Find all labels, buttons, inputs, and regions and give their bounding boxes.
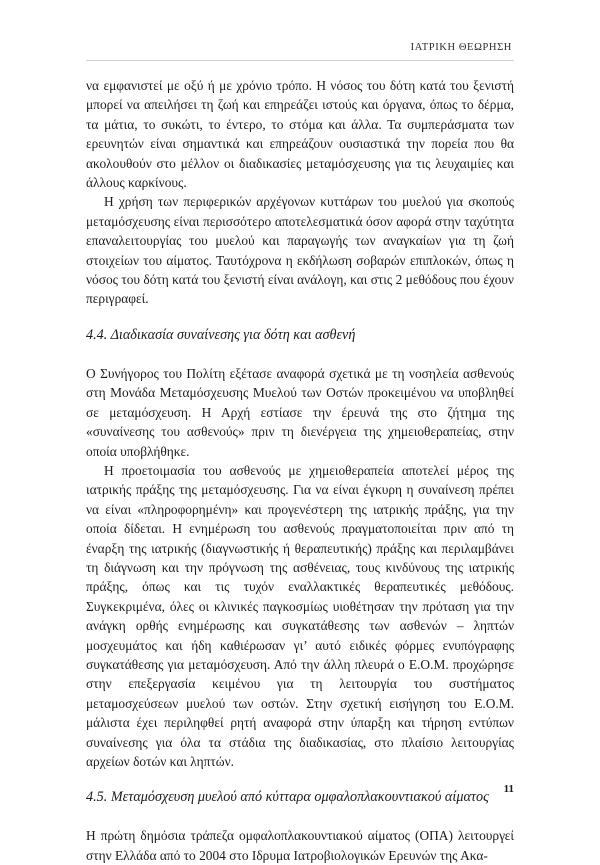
section-heading-4-5: 4.5. Μεταμόσχευση μυελού από κύτταρα ομφαλοπλακουντιακού αίματος bbox=[86, 789, 489, 806]
header-rule bbox=[86, 60, 514, 61]
page-body bbox=[86, 76, 514, 865]
paragraph-4: Η προετοιμασία του ασθενούς με χημειοθεραπεία αποτελεί μέρος της ιατρικής πράξης της μεταμόσχευσης. Για να είναι έγκυρη η συναίνεση πρέπει να είναι «πληροφορημένη» και προγενέστερη της ιατρικής πράξης, για την οποία δίδεται. Η ενημέρωση του ασθενούς πραγματοποιείται πριν από τη έναρξη της ιατρικής (διαγνωστικής ή θεραπευτικής) πράξης και περιλαμβάνει τη διάγνωση και την πρόγνωση της ασθένειας, τους κινδύνους της ιατρικής πράξης, όπως και τις τυχόν εναλλακτικές θεραπευτικές μεθόδους. Συγκεκριμένα, όλες οι κλινικές παγκοσμίως υιοθέτησαν την πρόταση για την ανάγκη ορθής ενημέρωσης και συγκατάθεσης των ασθενών – ληπτών μοσχευμάτος και ήδη καθιέρωσαν γι’ αυτό ειδικές φόρμες ενυπόγραφης συγκατάθεσης για μεταμόσχευση. Από την άλλη πλευρά ο Ε.Ο.Μ. προχώρησε στην επεξεργασία κειμένου για τη λειτουργία του συστήματος μεταμοσχεύσεων μυελού των οστών. Στην σχετική εισήγηση του Ε.Ο.Μ. μάλιστα έχει περιληφθεί ρητή αναφορά στην ύπαρξη και τήρηση εντύπων συναίνεσης για όλα τα στάδια της διαδικασίας, στο πλαίσιο λειτουργίας αρχείων δοτών και ληπτών. bbox=[86, 462, 514, 769]
paragraph-5: Η πρώτη δημόσια τράπεζα ομφαλοπλακουντιακού αίματος (ΟΠΑ) λειτουργεί στην Ελλάδα από το 2004 στο Ιδρυμα Ιατροβιολογικών Ερευνών της Ακα- bbox=[86, 828, 514, 863]
paragraph-2: Η χρήση των περιφερικών αρχέγονων κυττάρων του μυελού για σκοπούς μεταμόσχευσης είναι περισσότερο αποτελεσματικά όσον αφορά στην ταχύτητα επαναλειτουργίας του μυελού και παραγωγής των αναγκαίων για τη ζωή στοιχείων του αίματος. Ταυτόχρονα η εκδήλωση σοβαρών επιπλοκών, όπως η νόσος του δότη κατά του ξενιστή είναι ανάλογη, και στις 2 μεθόδους που έχουν περιγραφεί. bbox=[86, 194, 514, 307]
running-header: ΙΑΤΡΙΚΗ ΘΕΩΡΗΣΗ bbox=[410, 42, 512, 53]
page-number: 11 bbox=[503, 783, 514, 795]
section-heading-4-4: 4.4. Διαδικασία συναίνεσης για δότη και ασθενή bbox=[86, 326, 356, 343]
paragraph-3: Ο Συνήγορος του Πολίτη εξέτασε αναφορά σχετικά με τη νοσηλεία ασθενούς στη Μονάδα Μεταμόσχευσης Μυελού των Οστών προκειμένου να υποβληθεί σε μεταμόσχευση. Η Αρχή εστίασε την έρευνά της στο ζήτημα της «συναίνεσης του ασθενούς» πριν τη διενέργεια της χημειοθεραπείας, στην οποία υποβλήθηκε. bbox=[86, 365, 514, 459]
paragraph-1: να εμφανιστεί με οξύ ή με χρόνιο τρόπο. Η νόσος του δότη κατά του ξενιστή μπορεί να απειλήσει τη ζωή και επηρεάζει ιστούς και όργανα, όπως το δέρμα, τα μάτια, το συκώτι, το έντερο, το στόμα και άλλα. Τα συμπεράσματα των ερευνητών είναι σημαντικά και επηρεάζουν ουσιαστικά την πορεία που θα ακολουθούν στο μέλλον οι διαδικασίες μεταμόσχευσης για τις λευχαιμίες και άλλους καρκίνους. bbox=[86, 78, 514, 191]
